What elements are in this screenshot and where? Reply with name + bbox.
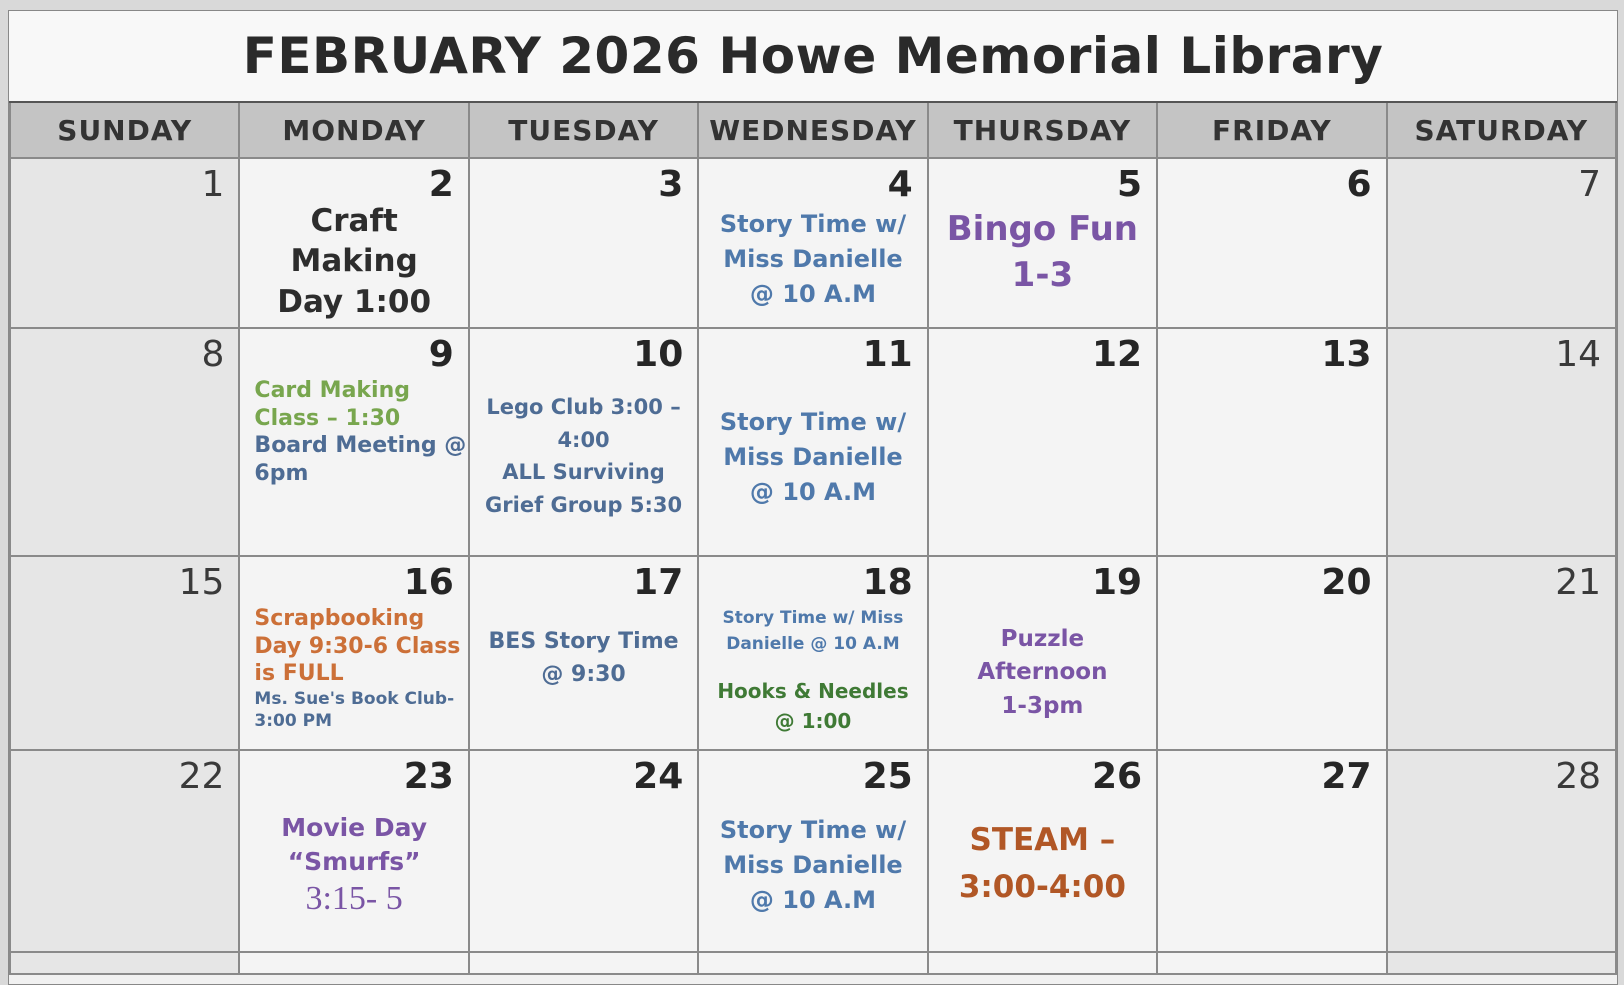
day-number: 10 <box>633 334 684 375</box>
event-line: 3:00-4:00 <box>958 868 1126 905</box>
day-number: 19 <box>1092 562 1143 603</box>
day-cell-26 <box>928 750 1157 952</box>
event-line: Hooks & Needles <box>717 678 909 703</box>
weekday-header-row <box>10 103 1616 158</box>
day-number: 7 <box>1578 164 1601 205</box>
day-number: 22 <box>178 756 225 797</box>
day-cell-25 <box>698 750 927 952</box>
day-cell-28 <box>1387 750 1616 952</box>
day-cell-21 <box>1387 556 1616 750</box>
title-library: Howe Memorial Library <box>718 27 1384 85</box>
event-line: Craft <box>310 203 398 239</box>
day-cell-11 <box>698 328 927 556</box>
event-movie-time: 3:15- 5 <box>305 879 403 917</box>
event-scrapbooking <box>240 605 467 688</box>
day-cell-7 <box>1387 158 1616 328</box>
event-line: Afternoon <box>977 659 1108 686</box>
calendar-page <box>8 10 1618 985</box>
event-line: Puzzle <box>1000 626 1085 652</box>
calendar-grid <box>9 103 1617 975</box>
week-row <box>10 750 1616 952</box>
event-line: Lego Club 3:00 – <box>486 395 681 419</box>
day-cell-empty <box>239 952 468 974</box>
calendar-title <box>9 11 1617 103</box>
event-bes-story-time <box>470 625 697 691</box>
day-number: 27 <box>1321 756 1372 797</box>
day-number: 12 <box>1092 334 1143 375</box>
day-cell-19 <box>928 556 1157 750</box>
event-line: 4:00 <box>557 427 610 452</box>
weekday-sunday: SUNDAY <box>10 103 239 158</box>
event-lego-grief <box>470 391 697 521</box>
event-book-club <box>240 688 467 732</box>
day-number: 13 <box>1321 334 1372 375</box>
weekday-friday: FRIDAY <box>1157 103 1386 158</box>
day-number: 24 <box>633 756 684 797</box>
day-number: 17 <box>633 562 684 603</box>
week-row <box>10 328 1616 556</box>
day-number: 26 <box>1092 756 1143 797</box>
day-number: 2 <box>428 164 454 205</box>
event-craft-making <box>240 201 467 322</box>
day-cell-empty <box>698 952 927 974</box>
day-cell-20 <box>1157 556 1386 750</box>
event-line: Movie Day <box>281 813 427 842</box>
day-number: 5 <box>1117 164 1143 205</box>
event-line: “Smurfs” <box>287 846 421 876</box>
event-line: 6pm <box>254 460 309 486</box>
event-line: Story Time w/ <box>719 408 907 436</box>
day-cell-4 <box>698 158 927 328</box>
event-line: Miss Danielle <box>723 442 903 471</box>
day-number: 18 <box>862 562 913 603</box>
day-cell-15 <box>10 556 239 750</box>
day-cell-8 <box>10 328 239 556</box>
day-number: 16 <box>403 562 454 603</box>
day-cell-14 <box>1387 328 1616 556</box>
week-row-partial <box>10 952 1616 974</box>
day-cell-22 <box>10 750 239 952</box>
day-number: 6 <box>1346 164 1372 205</box>
day-cell-13 <box>1157 328 1386 556</box>
week-row <box>10 158 1616 328</box>
event-story-time <box>699 605 926 658</box>
event-line: @ 10 A.M <box>749 885 877 914</box>
day-cell-18 <box>698 556 927 750</box>
weekday-monday: MONDAY <box>239 103 468 158</box>
event-line: Miss Danielle <box>723 244 903 273</box>
event-bingo-fun <box>929 207 1156 299</box>
day-number: 14 <box>1555 334 1601 375</box>
day-cell-9 <box>239 328 468 556</box>
event-line: STEAM – <box>969 822 1116 858</box>
day-cell-empty <box>10 952 239 974</box>
day-number: 23 <box>403 756 454 797</box>
event-line: 1-3 <box>1011 254 1074 295</box>
event-line: Story Time w/ <box>719 816 907 844</box>
event-line: @ 10 A.M <box>749 279 877 308</box>
event-line: Bingo Fun <box>946 209 1139 249</box>
event-story-time <box>699 207 926 311</box>
event-board-meeting <box>240 432 467 487</box>
event-hooks-needles <box>699 676 926 736</box>
weekday-tuesday: TUESDAY <box>469 103 698 158</box>
day-number: 8 <box>201 334 225 375</box>
day-number: 21 <box>1555 562 1601 603</box>
event-line: is FULL <box>254 661 344 686</box>
weekday-thursday: THURSDAY <box>928 103 1157 158</box>
weekday-wednesday: WEDNESDAY <box>698 103 927 158</box>
day-number: 28 <box>1555 756 1601 797</box>
day-cell-17 <box>469 556 698 750</box>
event-story-time <box>699 813 926 917</box>
day-cell-12 <box>928 328 1157 556</box>
day-number: 4 <box>887 164 913 205</box>
weekday-saturday: SATURDAY <box>1387 103 1616 158</box>
day-cell-23 <box>239 750 468 952</box>
day-number: 1 <box>201 164 225 205</box>
event-story-time <box>699 405 926 509</box>
event-card-making <box>240 377 467 432</box>
event-line: Card Making <box>254 378 410 403</box>
event-line: 3:00 PM <box>254 710 333 731</box>
day-cell-5 <box>928 158 1157 328</box>
event-line: Story Time w/ <box>719 210 907 238</box>
day-number: 3 <box>658 164 684 205</box>
event-line: Board Meeting @ <box>254 433 467 458</box>
day-cell-empty <box>928 952 1157 974</box>
day-cell-24 <box>469 750 698 952</box>
event-line: Day 1:00 <box>277 283 432 320</box>
day-number: 9 <box>428 334 454 375</box>
day-number: 25 <box>862 756 913 797</box>
event-steam <box>929 817 1156 910</box>
event-line: Class – 1:30 <box>254 405 401 431</box>
day-cell-16 <box>239 556 468 750</box>
day-cell-empty <box>1157 952 1386 974</box>
day-cell-10 <box>469 328 698 556</box>
title-month: FEBRUARY 2026 <box>242 27 701 85</box>
event-line: Scrapbooking <box>254 606 425 631</box>
event-line: Day 9:30-6 Class <box>254 633 461 659</box>
event-line: Grief Group 5:30 <box>485 492 683 517</box>
event-line: ALL Surviving <box>502 460 665 485</box>
week-row <box>10 556 1616 750</box>
day-number: 15 <box>178 562 225 603</box>
event-movie-day <box>240 811 467 879</box>
day-cell-6 <box>1157 158 1386 328</box>
day-cell-2 <box>239 158 468 328</box>
event-line: Story Time w/ Miss <box>722 608 904 628</box>
event-line: Miss Danielle <box>723 850 903 879</box>
day-cell-empty <box>469 952 698 974</box>
day-cell-3 <box>469 158 698 328</box>
day-cell-empty <box>1387 952 1616 974</box>
event-line: Making <box>290 243 418 280</box>
event-line: @ 10 A.M <box>749 477 877 506</box>
day-number: 20 <box>1321 562 1372 603</box>
day-number: 11 <box>862 334 913 375</box>
event-line: BES Story Time <box>488 629 679 654</box>
day-cell-1 <box>10 158 239 328</box>
event-line: 1-3pm <box>1001 692 1084 719</box>
event-puzzle-afternoon <box>929 623 1156 723</box>
event-line: Danielle @ 10 A.M <box>726 634 900 655</box>
event-line: @ 1:00 <box>774 708 852 733</box>
event-line: Ms. Sue's Book Club- <box>254 688 455 709</box>
event-line: @ 9:30 <box>541 662 626 687</box>
day-cell-27 <box>1157 750 1386 952</box>
